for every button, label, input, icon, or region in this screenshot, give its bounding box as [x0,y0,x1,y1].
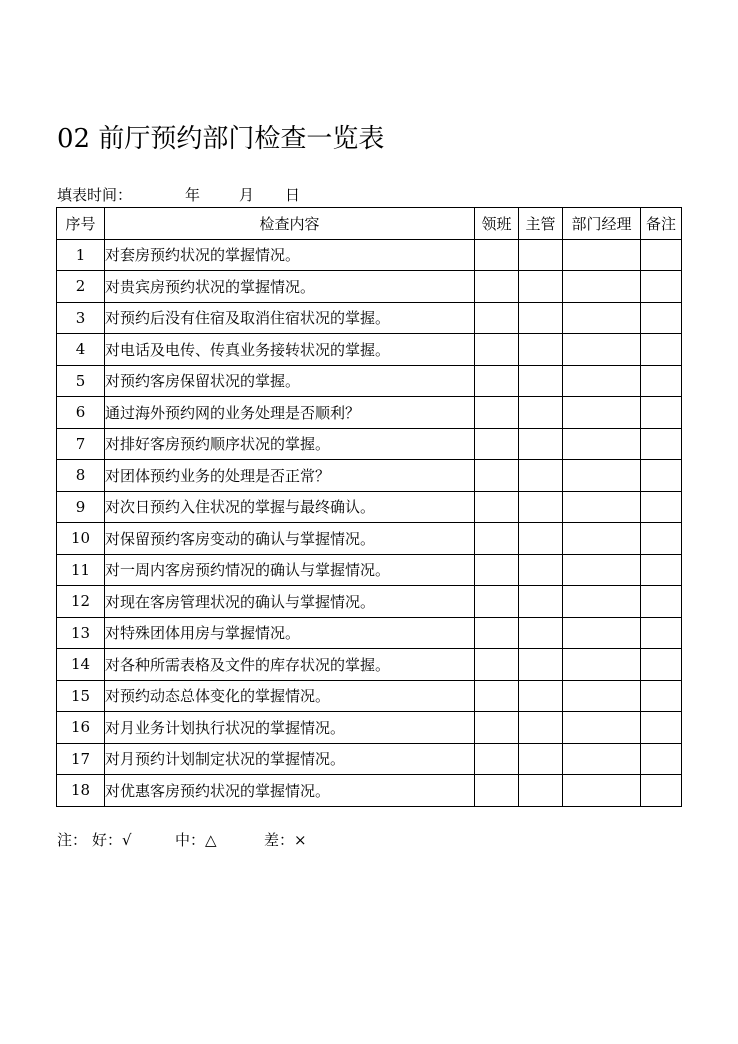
manager-check-cell [563,680,641,712]
table-row [57,397,682,429]
remarks-cell [641,491,682,523]
supervisor-check-cell [519,554,563,586]
supervisor-check-cell [519,491,563,523]
remarks-cell [641,554,682,586]
row-content: 对预约后没有住宿及取消住宿状况的掌握。 [105,302,475,334]
row-number: 16 [57,712,105,744]
row-content: 对现在客房管理状况的确认与掌握情况。 [105,586,475,618]
table-row [57,302,682,334]
row-content: 通过海外预约网的业务处理是否顺利？ [105,397,475,429]
day-label: 日 [285,186,301,204]
page-title: 02 前厅预约部门检查一览表 [57,124,385,154]
foreman-check-cell [475,302,519,334]
note-good: 好：√ [92,831,132,849]
foreman-check-cell [475,649,519,681]
row-content: 对团体预约业务的处理是否正常？ [105,460,475,492]
remarks-cell [641,334,682,366]
manager-check-cell [563,397,641,429]
remarks-cell [641,397,682,429]
row-number: 3 [57,302,105,334]
foreman-check-cell [475,271,519,303]
row-content: 对贵宾房预约状况的掌握情况。 [105,271,475,303]
remarks-cell [641,712,682,744]
remarks-cell [641,680,682,712]
remarks-cell [641,586,682,618]
remarks-cell [641,365,682,397]
manager-check-cell [563,712,641,744]
row-number: 1 [57,239,105,271]
row-content: 对月预约计划制定状况的掌握情况。 [105,743,475,775]
table-row [57,617,682,649]
row-number: 2 [57,271,105,303]
foreman-check-cell [475,586,519,618]
supervisor-check-cell [519,239,563,271]
row-content: 对电话及电传、传真业务接转状况的掌握。 [105,334,475,366]
row-number: 10 [57,523,105,555]
remarks-cell [641,428,682,460]
supervisor-check-cell [519,743,563,775]
foreman-check-cell [475,617,519,649]
supervisor-check-cell [519,460,563,492]
note-poor: 差：× [264,831,307,849]
manager-check-cell [563,428,641,460]
row-content: 对预约客房保留状况的掌握。 [105,365,475,397]
foreman-check-cell [475,680,519,712]
foreman-check-cell [475,743,519,775]
table-row [57,680,682,712]
foreman-check-cell [475,554,519,586]
row-number: 17 [57,743,105,775]
supervisor-check-cell [519,271,563,303]
remarks-cell [641,523,682,555]
row-content: 对次日预约入住状况的掌握与最终确认。 [105,491,475,523]
table-header-row [57,208,682,240]
table-row [57,712,682,744]
table-row [57,554,682,586]
remarks-cell [641,302,682,334]
supervisor-check-cell [519,649,563,681]
row-content: 对优惠客房预约状况的掌握情况。 [105,775,475,807]
foreman-check-cell [475,397,519,429]
foreman-check-cell [475,491,519,523]
supervisor-check-cell [519,586,563,618]
supervisor-check-cell [519,617,563,649]
manager-check-cell [563,523,641,555]
supervisor-check-cell [519,365,563,397]
table-row [57,743,682,775]
row-content: 对月业务计划执行状况的掌握情况。 [105,712,475,744]
row-number: 14 [57,649,105,681]
header-foreman: 领班 [475,208,519,240]
remarks-cell [641,649,682,681]
row-content: 对一周内客房预约情况的确认与掌握情况。 [105,554,475,586]
remarks-cell [641,460,682,492]
table-row [57,334,682,366]
foreman-check-cell [475,365,519,397]
row-content: 对套房预约状况的掌握情况。 [105,239,475,271]
supervisor-check-cell [519,397,563,429]
year-label: 年 [185,186,201,204]
row-number: 15 [57,680,105,712]
supervisor-check-cell [519,712,563,744]
foreman-check-cell [475,428,519,460]
manager-check-cell [563,743,641,775]
table-row [57,239,682,271]
supervisor-check-cell [519,523,563,555]
remarks-cell [641,271,682,303]
table-row [57,271,682,303]
fill-time-label: 填表时间： [57,186,133,204]
manager-check-cell [563,586,641,618]
row-content: 对各种所需表格及文件的库存状况的掌握。 [105,649,475,681]
manager-check-cell [563,554,641,586]
table-row [57,491,682,523]
manager-check-cell [563,460,641,492]
row-number: 4 [57,334,105,366]
row-content: 对特殊团体用房与掌握情况。 [105,617,475,649]
remarks-cell [641,743,682,775]
row-number: 6 [57,397,105,429]
row-content: 对保留预约客房变动的确认与掌握情况。 [105,523,475,555]
table-row [57,586,682,618]
table-row [57,428,682,460]
manager-check-cell [563,775,641,807]
foreman-check-cell [475,775,519,807]
manager-check-cell [563,491,641,523]
foreman-check-cell [475,523,519,555]
table-row [57,365,682,397]
supervisor-check-cell [519,775,563,807]
row-number: 12 [57,586,105,618]
manager-check-cell [563,334,641,366]
table-row [57,649,682,681]
note-medium: 中：△ [175,831,217,849]
header-remarks: 备注 [641,208,682,240]
supervisor-check-cell [519,680,563,712]
row-number: 18 [57,775,105,807]
table-row [57,775,682,807]
row-content: 对预约动态总体变化的掌握情况。 [105,680,475,712]
remarks-cell [641,239,682,271]
row-number: 13 [57,617,105,649]
note-prefix: 注： [57,831,88,849]
row-content: 对排好客房预约顺序状况的掌握。 [105,428,475,460]
row-number: 7 [57,428,105,460]
header-content: 检查内容 [105,208,475,240]
manager-check-cell [563,365,641,397]
row-number: 11 [57,554,105,586]
table-row [57,523,682,555]
manager-check-cell [563,302,641,334]
manager-check-cell [563,649,641,681]
checklist-table [56,207,682,807]
month-label: 月 [239,186,255,204]
row-number: 5 [57,365,105,397]
header-department-manager: 部门经理 [563,208,641,240]
foreman-check-cell [475,460,519,492]
header-number: 序号 [57,208,105,240]
header-supervisor: 主管 [519,208,563,240]
manager-check-cell [563,617,641,649]
remarks-cell [641,775,682,807]
table-row [57,460,682,492]
manager-check-cell [563,271,641,303]
foreman-check-cell [475,239,519,271]
supervisor-check-cell [519,428,563,460]
supervisor-check-cell [519,334,563,366]
remarks-cell [641,617,682,649]
row-number: 8 [57,460,105,492]
foreman-check-cell [475,712,519,744]
supervisor-check-cell [519,302,563,334]
row-number: 9 [57,491,105,523]
manager-check-cell [563,239,641,271]
foreman-check-cell [475,334,519,366]
